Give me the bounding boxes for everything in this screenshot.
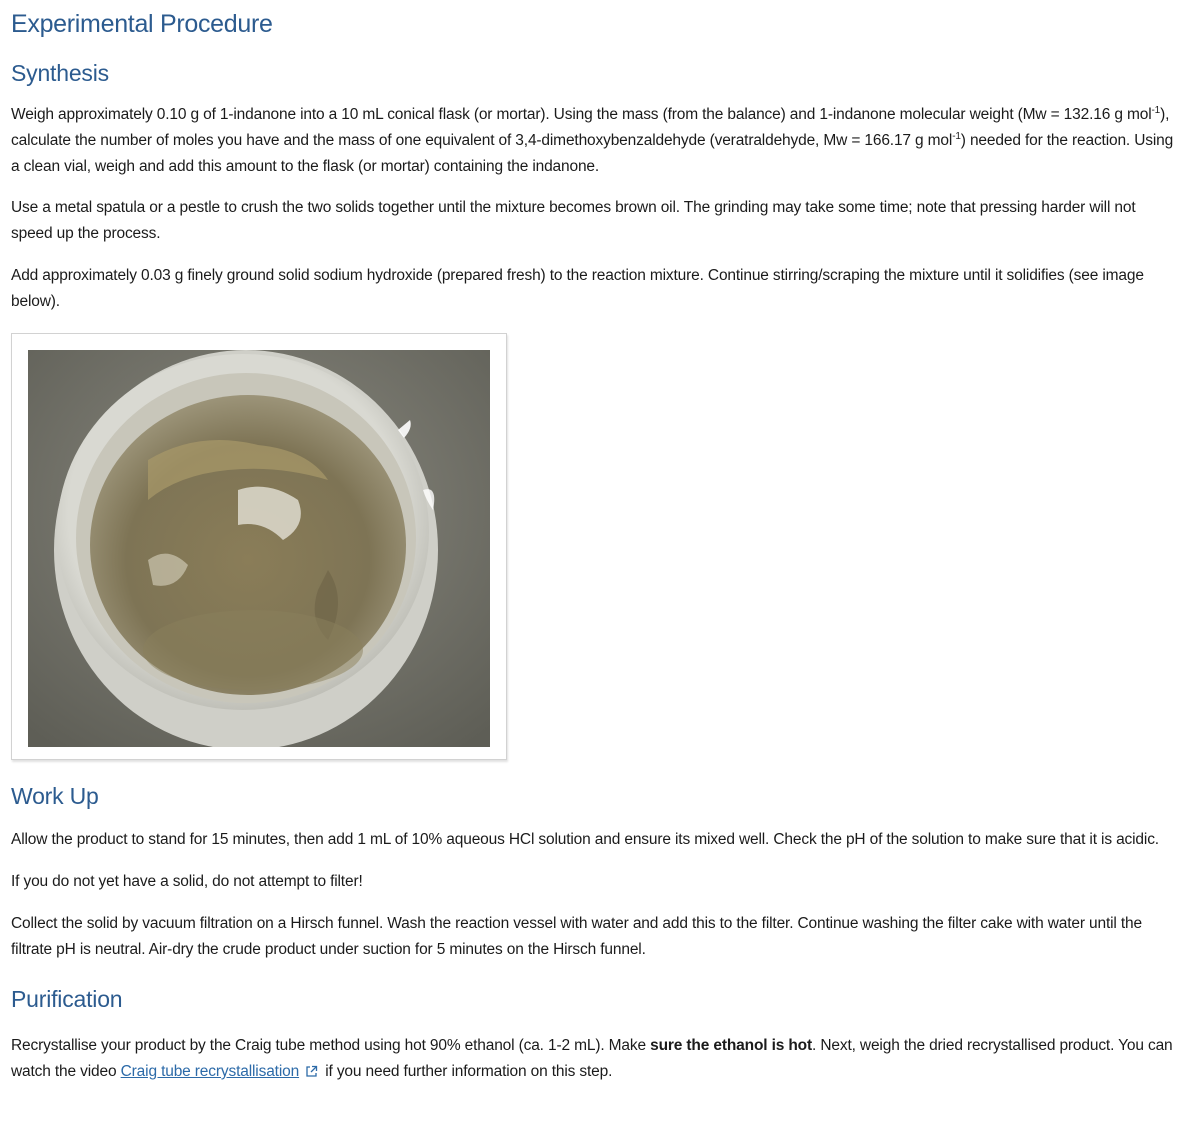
craig-tube-video-link[interactable]: Craig tube recrystallisation (120, 1063, 300, 1080)
section-heading-synthesis: Synthesis (11, 60, 109, 86)
workup-paragraph-2: If you do not yet have a solid, do not attempt to filter! (11, 873, 363, 890)
mortar-photo-figure (11, 333, 507, 760)
synthesis-paragraph-3: Add approximately 0.03 g finely ground solid sodium hydroxide (prepared fresh) to the reaction mixture. Continue stirring/scraping the mixture until it solidifies (see image below). (11, 267, 1144, 310)
synthesis-paragraph-1 (11, 102, 1181, 180)
purification-paragraph-1 (11, 1033, 1181, 1087)
text-run: ) needed for the reaction. Using a clean vial, weigh and add this amount to the flask (or mortar) containing the indanone. (11, 132, 1174, 175)
section-heading-purification: Purification (11, 986, 123, 1012)
text-run: ), calculate the number of moles you have and the mass of one equivalent of 3,4-dimethoxybenzaldehyde (veratraldehyde, Mw = 166.17 g mol (11, 106, 1170, 149)
text-run: . Next, weigh the dried recrystallised product. You can watch the video (11, 1037, 1173, 1080)
page-title: Experimental Procedure (11, 10, 273, 38)
workup-paragraph-1: Allow the product to stand for 15 minutes, then add 1 mL of 10% aqueous HCl solution and ensure its mixed well. Check the pH of the solution to make sure that it is acidic. (11, 831, 1159, 848)
text-run: Weigh approximately 0.10 g of 1-indanone into a 10 mL conical flask (or mortar). Using the mass (from the balance) and 1-indanone molecular weight (Mw = 132.16 g mol (11, 106, 1152, 123)
section-heading-work-up: Work Up (11, 783, 99, 809)
superscript: -1 (952, 131, 961, 142)
text-run: if you need further information on this step. (321, 1063, 613, 1080)
workup-paragraph-3: Collect the solid by vacuum filtration on a Hirsch funnel. Wash the reaction vessel with water and add this to the filter. Continue washing the filter cake with water until the filtrate pH is neutral. Air-dry the crude product under suction for 5 minutes on the Hirsch funnel. (11, 915, 1142, 958)
text-run: Recrystallise your product by the Craig tube method using hot 90% ethanol (ca. 1-2 mL). Make (11, 1037, 651, 1054)
superscript: -1 (1151, 105, 1161, 116)
mortar-photo (28, 350, 490, 747)
synthesis-paragraph-2: Use a metal spatula or a pestle to crush the two solids together until the mixture becomes brown oil. The grinding may take some time; note that pressing harder will not speed up the process. (11, 199, 1136, 242)
external-link-icon[interactable] (305, 1061, 318, 1087)
bold-emphasis: sure the ethanol is hot (650, 1037, 813, 1054)
